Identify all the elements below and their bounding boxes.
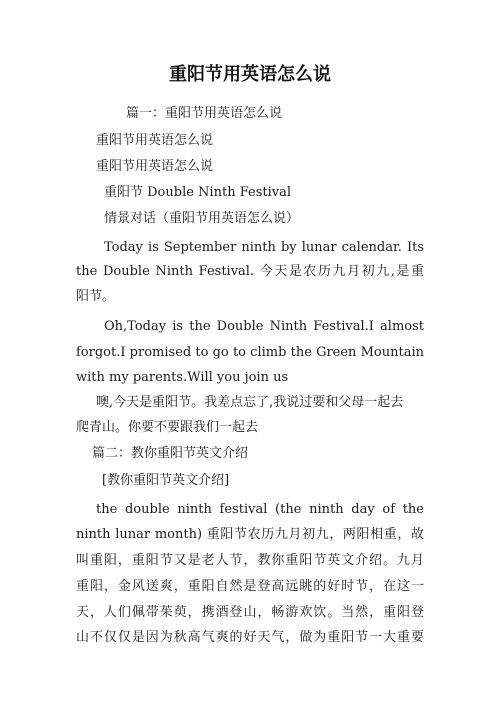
paragraph-line: 阳节。 <box>76 289 116 304</box>
text-line: 情景对话（重阳节用英语怎么说） <box>104 211 300 226</box>
paragraph-line: 爬青山。你要不要跟我们一起去 <box>76 420 259 435</box>
text-line: [教你重阳节英文介绍] <box>102 473 230 488</box>
document-title: 重阳节用英语怎么说 <box>169 64 331 85</box>
paragraph-line: 叫重阳，重阳节又是老人节，教你重阳节英文介绍。九月 <box>76 553 424 568</box>
paragraph-line: the double ninth festival (the ninth day of the <box>96 502 424 517</box>
paragraph-line: Oh,Today is the Double Ninth Festival.I almost <box>104 319 424 334</box>
section-heading-1: 篇一：重阳节用英语怎么说 <box>126 106 283 121</box>
paragraph-line: Today is September ninth by lunar calendar. Its <box>104 240 424 255</box>
paragraph-line: 重阳，金风送爽，重阳自然是登高远眺的好时节，在这一 <box>76 579 424 594</box>
paragraph-line: the Double Ninth Festival. 今天是农历九月初九,是重 <box>76 264 424 279</box>
text-line: 重阳节 Double Ninth Festival <box>104 185 292 200</box>
paragraph-line: 天，人们佩带茱萸，携酒登山，畅游欢饮。当然，重阳登 <box>76 605 424 620</box>
text-line: 重阳节用英语怎么说 <box>96 159 214 174</box>
text-line: 重阳节用英语怎么说 <box>96 133 214 148</box>
paragraph-line: 山不仅仅是因为秋高气爽的好天气，做为重阳节一大重要 <box>76 630 424 645</box>
paragraph-line: 噢,今天是重阳节。我差点忘了,我说过要和父母一起去 <box>96 395 404 410</box>
paragraph-line: with my parents.Will you join us <box>76 370 289 385</box>
section-heading-2: 篇二：教你重阳节英文介绍 <box>92 446 249 461</box>
paragraph-line: ninth lunar month) 重阳节农历九月初九，两阳相重，故 <box>76 527 424 542</box>
paragraph-line: forgot.I promised to go to climb the Green Mountain <box>76 345 424 360</box>
